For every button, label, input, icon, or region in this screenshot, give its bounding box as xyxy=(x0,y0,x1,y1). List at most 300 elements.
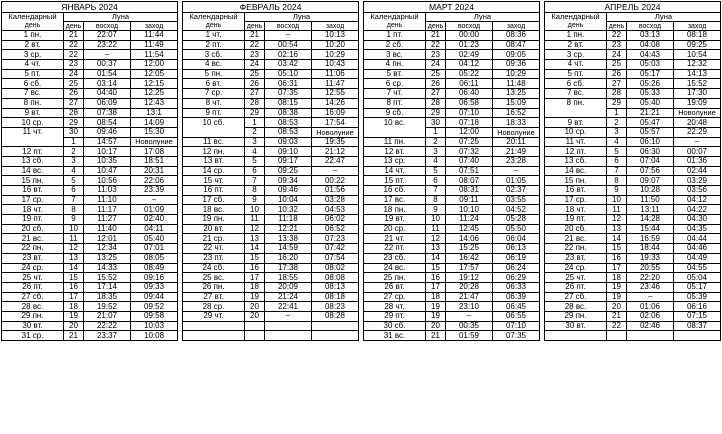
calendar-day-cell: 10 сб. xyxy=(183,118,245,128)
calendar-day-cell: 20 сб. xyxy=(545,224,607,234)
day-header-line2: день xyxy=(2,22,64,31)
calendar-day-cell: 7 вс. xyxy=(2,89,64,99)
lunar-day-cell: 30 xyxy=(426,118,446,128)
table-row xyxy=(364,166,540,176)
moonrise-cell: 15:44 xyxy=(627,224,674,234)
calendar-day-cell: 2 пт. xyxy=(183,40,245,50)
moonset-cell: 04:12 xyxy=(674,195,721,205)
calendar-day-cell: 7 чт. xyxy=(364,89,426,99)
table-row xyxy=(545,331,721,341)
moonrise-cell: 06:31 xyxy=(265,79,312,89)
calendar-day-cell: 29 пн. xyxy=(2,311,64,321)
table-row xyxy=(364,89,540,99)
lunar-day-cell: 7 xyxy=(607,166,627,176)
lunar-day-cell: 6 xyxy=(64,186,84,196)
table-row xyxy=(183,321,359,331)
table-row xyxy=(183,127,359,137)
calendar-day-cell: 6 вт. xyxy=(183,79,245,89)
moonrise-header: восход xyxy=(627,22,674,31)
lunar-day-cell: 25 xyxy=(245,69,265,79)
moonrise-cell: 09:25 xyxy=(265,166,312,176)
moonset-cell: 12:55 xyxy=(312,89,359,99)
table-row xyxy=(545,186,721,196)
moonset-cell: – xyxy=(131,195,178,205)
moonset-cell: 03:28 xyxy=(312,195,359,205)
table-row xyxy=(545,60,721,70)
lunar-day-cell: 28 xyxy=(607,89,627,99)
moonset-cell: 07:35 xyxy=(493,331,540,341)
moonset-cell: 17:54 xyxy=(312,118,359,128)
moonrise-cell: 09:46 xyxy=(84,127,131,137)
table-row xyxy=(2,89,178,99)
calendar-day-cell xyxy=(364,127,426,137)
calendar-day-cell: 4 пн. xyxy=(364,60,426,70)
moonrise-cell: 17:14 xyxy=(84,282,131,292)
lunar-day-cell: 7 xyxy=(245,176,265,186)
calendar-day-cell: 25 вс. xyxy=(183,273,245,283)
moonset-cell: 00:22 xyxy=(312,176,359,186)
moonrise-cell: 20:55 xyxy=(627,263,674,273)
table-row xyxy=(2,156,178,166)
table-row xyxy=(545,302,721,312)
moonrise-cell: – xyxy=(446,311,493,321)
moonrise-cell: 23:10 xyxy=(446,302,493,312)
table-row xyxy=(545,147,721,157)
lunar-day-cell: 22 xyxy=(426,40,446,50)
moonrise-cell: 18:55 xyxy=(265,273,312,283)
lunar-day-cell: 21 xyxy=(607,311,627,321)
calendar-day-cell: 5 пн. xyxy=(183,69,245,79)
moonset-cell: 12:43 xyxy=(131,98,178,108)
calendar-day-cell: 8 пн. xyxy=(545,98,607,108)
table-row xyxy=(364,98,540,108)
moonset-header: заход xyxy=(674,22,721,31)
moonrise-cell: 10:17 xyxy=(84,147,131,157)
moonrise-cell: 01:06 xyxy=(627,302,674,312)
calendar-day-cell: 18 чт. xyxy=(2,205,64,215)
moonset-cell: 08:23 xyxy=(312,302,359,312)
table-row xyxy=(364,60,540,70)
moonset-cell: 04:52 xyxy=(493,205,540,215)
lunar-day-cell: 3 xyxy=(426,147,446,157)
lunar-day-cell: 16 xyxy=(426,273,446,283)
moonrise-cell: 12:00 xyxy=(446,127,493,137)
moonset-cell: 04:35 xyxy=(674,224,721,234)
lunar-day-cell: 1 xyxy=(607,108,627,118)
calendar-day-cell: 14 вс. xyxy=(2,166,64,176)
moonrise-cell: 05:57 xyxy=(627,127,674,137)
lunar-day-cell: 8 xyxy=(245,186,265,196)
lunar-day-cell: 26 xyxy=(426,79,446,89)
moonrise-cell: 07:56 xyxy=(627,166,674,176)
calendar-day-cell: 18 чт. xyxy=(545,205,607,215)
calendar-day-cell: 11 вс. xyxy=(183,137,245,147)
table-row xyxy=(364,186,540,196)
moonset-cell: 09:33 xyxy=(131,282,178,292)
moonrise-cell: 21:47 xyxy=(446,292,493,302)
calendar-day-cell: 9 сб. xyxy=(364,108,426,118)
month-table xyxy=(1,1,178,341)
lunar-day-cell: 18 xyxy=(245,282,265,292)
moonset-cell: 11:48 xyxy=(493,79,540,89)
lunar-day-cell: 19 xyxy=(64,311,84,321)
moonrise-cell: 04:12 xyxy=(446,60,493,70)
moonset-cell: 07:15 xyxy=(674,311,721,321)
moonrise-cell: 07:18 xyxy=(446,118,493,128)
table-row xyxy=(2,50,178,60)
calendar-day-cell: 24 ср. xyxy=(545,263,607,273)
calendar-day-cell: 16 вт. xyxy=(2,186,64,196)
moonrise-header: восход xyxy=(446,22,493,31)
lunar-day-cell: 3 xyxy=(245,137,265,147)
moonrise-cell: 12:21 xyxy=(265,224,312,234)
moonset-cell: 05:39 xyxy=(674,292,721,302)
moonset-cell: 01:56 xyxy=(312,186,359,196)
lunar-day-cell: 20 xyxy=(245,311,265,321)
moonrise-cell: 10:10 xyxy=(446,205,493,215)
moonset-cell: 10:29 xyxy=(312,50,359,60)
calendar-day-cell: 9 вт. xyxy=(2,108,64,118)
table-row xyxy=(364,118,540,128)
calendar-day-cell: 27 сб. xyxy=(2,292,64,302)
lunar-day-cell: 18 xyxy=(64,302,84,312)
moonrise-cell: 11:03 xyxy=(84,186,131,196)
moonrise-cell: 11:17 xyxy=(84,205,131,215)
moonset-cell: 06:24 xyxy=(493,263,540,273)
moonset-cell: 09:58 xyxy=(131,311,178,321)
lunar-day-cell: 1 xyxy=(245,118,265,128)
table-row xyxy=(545,176,721,186)
moonset-cell: 08:28 xyxy=(312,311,359,321)
moonset-cell: 06:55 xyxy=(493,311,540,321)
calendar-day-cell: 20 ср. xyxy=(364,224,426,234)
table-row xyxy=(183,253,359,263)
lunar-day-cell: 13 xyxy=(64,253,84,263)
table-row xyxy=(364,273,540,283)
calendar-day-cell: 13 сб. xyxy=(545,156,607,166)
table-row xyxy=(183,205,359,215)
moonset-cell: 02:40 xyxy=(131,215,178,225)
table-row xyxy=(183,40,359,50)
calendar-day-cell: 16 сб. xyxy=(364,186,426,196)
lunar-day-cell: 27 xyxy=(426,89,446,99)
moonset-cell: 00:07 xyxy=(674,147,721,157)
calendar-day-cell: 12 пт. xyxy=(2,147,64,157)
table-row xyxy=(183,186,359,196)
lunar-day-cell: 16 xyxy=(245,263,265,273)
moonset-cell xyxy=(312,331,359,341)
calendar-day-cell: 11 чт. xyxy=(2,127,64,137)
moonset-cell: 12:15 xyxy=(131,79,178,89)
table-row xyxy=(2,108,178,118)
moonrise-cell: 01:54 xyxy=(84,69,131,79)
moonrise-cell xyxy=(265,331,312,341)
lunar-day-cell: 3 xyxy=(64,156,84,166)
lunar-day-cell: 19 xyxy=(245,292,265,302)
moonrise-cell: 08:15 xyxy=(265,98,312,108)
moonrise-cell: 06:30 xyxy=(627,147,674,157)
moonset-cell: 11:44 xyxy=(131,31,178,41)
moonset-cell xyxy=(674,331,721,341)
moonset-cell: 04:55 xyxy=(674,263,721,273)
moonrise-cell: 07:10 xyxy=(446,108,493,118)
moonset-cell: 23:39 xyxy=(131,186,178,196)
lunar-day-cell: 10 xyxy=(607,195,627,205)
calendar-day-cell: 8 чт. xyxy=(183,98,245,108)
table-row xyxy=(364,311,540,321)
calendar-day-cell: 1 пн. xyxy=(2,31,64,41)
calendar-day-cell: 13 сб. xyxy=(2,156,64,166)
moonset-cell: 05:40 xyxy=(131,234,178,244)
table-row xyxy=(545,263,721,273)
moonrise-cell: 16:20 xyxy=(265,253,312,263)
calendar-day-cell: 7 вс. xyxy=(545,89,607,99)
month-table xyxy=(363,1,540,341)
table-row xyxy=(2,215,178,225)
calendar-day-cell: 10 ср. xyxy=(2,118,64,128)
table-row xyxy=(545,137,721,147)
lunar-day-cell: 25 xyxy=(64,79,84,89)
day-header-line1: Календарный xyxy=(183,13,245,22)
moonset-cell: 05:28 xyxy=(493,215,540,225)
lunar-day-header: день xyxy=(607,22,627,31)
calendar-day-cell: 17 ср. xyxy=(545,195,607,205)
moonrise-cell: – xyxy=(84,50,131,60)
moonrise-cell: 07:38 xyxy=(84,108,131,118)
lunar-day-cell: 22 xyxy=(64,40,84,50)
moonset-cell: 06:16 xyxy=(674,302,721,312)
moonset-cell: 04:30 xyxy=(674,215,721,225)
moonrise-cell: 03:42 xyxy=(265,60,312,70)
lunar-day-cell xyxy=(245,331,265,341)
moonset-cell: 07:23 xyxy=(312,234,359,244)
calendar-day-cell: 25 пн. xyxy=(364,273,426,283)
lunar-day-cell: 13 xyxy=(607,224,627,234)
calendar-day-cell: 2 вт. xyxy=(545,40,607,50)
calendar-day-cell: 20 сб. xyxy=(2,224,64,234)
moonrise-cell: 11:24 xyxy=(446,215,493,225)
calendar-day-cell: 9 пт. xyxy=(183,108,245,118)
lunar-day-cell: 9 xyxy=(245,195,265,205)
lunar-day-cell: 17 xyxy=(607,263,627,273)
moonset-cell: 11:47 xyxy=(312,79,359,89)
moonrise-cell: 07:35 xyxy=(265,89,312,99)
table-row xyxy=(2,127,178,137)
moonset-cell: 13:25 xyxy=(493,89,540,99)
lunar-day-cell: 15 xyxy=(426,263,446,273)
moonset-cell: 15:09 xyxy=(493,98,540,108)
moonrise-cell: 05:40 xyxy=(627,98,674,108)
moonrise-cell: 02:16 xyxy=(265,50,312,60)
day-header-line2: день xyxy=(183,22,245,31)
calendar-day-cell: 18 вс. xyxy=(183,205,245,215)
moonset-cell: 05:04 xyxy=(674,273,721,283)
calendar-day-cell: 22 пн. xyxy=(2,244,64,254)
table-row xyxy=(2,273,178,283)
moonset-cell: 12:00 xyxy=(131,60,178,70)
calendar-day-cell: 2 сб. xyxy=(364,40,426,50)
lunar-day-cell: 19 xyxy=(607,292,627,302)
calendar-day-cell: 26 пт. xyxy=(545,282,607,292)
table-row xyxy=(364,156,540,166)
calendar-day-cell: 20 вт. xyxy=(183,224,245,234)
moonset-cell: 14:13 xyxy=(674,69,721,79)
table-row xyxy=(183,176,359,186)
moonset-cell: 09:16 xyxy=(131,273,178,283)
moonset-cell: 11:49 xyxy=(131,40,178,50)
moonset-cell: 04:22 xyxy=(674,205,721,215)
moonrise-cell: 14:33 xyxy=(84,263,131,273)
moonrise-cell: 05:26 xyxy=(627,79,674,89)
table-row xyxy=(545,69,721,79)
table-row xyxy=(545,50,721,60)
calendar-day-cell: 8 пн. xyxy=(2,98,64,108)
calendar-day-cell: 22 пн. xyxy=(545,244,607,254)
moonrise-cell: 18:44 xyxy=(627,244,674,254)
lunar-day-cell: 21 xyxy=(426,31,446,41)
moonset-cell: 09:52 xyxy=(131,302,178,312)
moonset-cell: 21:49 xyxy=(493,147,540,157)
lunar-day-cell: 12 xyxy=(64,244,84,254)
calendar-day-cell: 23 вт. xyxy=(2,253,64,263)
moonset-cell: 06:19 xyxy=(493,253,540,263)
calendar-day-cell: 26 вт. xyxy=(364,282,426,292)
moonset-cell: 04:11 xyxy=(131,224,178,234)
table-row xyxy=(545,234,721,244)
day-header-line2: день xyxy=(364,22,426,31)
calendar-day-cell: 14 чт. xyxy=(364,166,426,176)
lunar-day-cell: 23 xyxy=(245,50,265,60)
calendar-day-cell: 22 пт. xyxy=(364,244,426,254)
moonset-cell: 10:13 xyxy=(312,31,359,41)
table-row xyxy=(364,253,540,263)
new-moon-label: Новолуние xyxy=(493,127,540,137)
lunar-day-cell: 21 xyxy=(64,31,84,41)
table-row xyxy=(2,40,178,50)
moon-header: Луна xyxy=(426,13,540,22)
lunar-day-cell: 6 xyxy=(607,156,627,166)
calendar-day-cell: 3 ср. xyxy=(545,50,607,60)
moonrise-cell: 06:40 xyxy=(446,89,493,99)
moonrise-cell: 18:35 xyxy=(84,292,131,302)
moonrise-cell: 08:07 xyxy=(446,176,493,186)
calendar-day-cell: 28 чт. xyxy=(364,302,426,312)
lunar-day-cell xyxy=(245,321,265,331)
calendar-day-cell: 27 вт. xyxy=(183,292,245,302)
calendar-day-cell xyxy=(183,127,245,137)
lunar-day-cell: 28 xyxy=(245,98,265,108)
moonset-cell: 08:02 xyxy=(312,263,359,273)
lunar-day-cell: 16 xyxy=(607,253,627,263)
lunar-day-cell: 4 xyxy=(426,156,446,166)
moonrise-cell xyxy=(627,331,674,341)
moonset-cell: 11:06 xyxy=(312,69,359,79)
moonset-cell xyxy=(312,321,359,331)
moonrise-cell: 03:13 xyxy=(627,31,674,41)
calendar-day-cell: 21 вс. xyxy=(2,234,64,244)
table-row xyxy=(2,331,178,341)
lunar-day-cell: 15 xyxy=(245,253,265,263)
lunar-day-cell: 2 xyxy=(426,137,446,147)
table-row xyxy=(183,89,359,99)
month-title: ЯНВАРЬ 2024 xyxy=(2,2,178,13)
moon-header: Луна xyxy=(607,13,721,22)
table-row xyxy=(183,234,359,244)
table-row xyxy=(2,186,178,196)
moonset-cell: – xyxy=(674,137,721,147)
table-row xyxy=(2,244,178,254)
table-row xyxy=(183,147,359,157)
new-moon-label: Новолуние xyxy=(674,108,721,118)
moonrise-cell: 14:28 xyxy=(627,215,674,225)
table-row xyxy=(545,31,721,41)
table-row xyxy=(364,108,540,118)
lunar-day-cell: 24 xyxy=(64,69,84,79)
moonrise-cell: 08:53 xyxy=(265,127,312,137)
table-row xyxy=(545,195,721,205)
moonrise-cell: 14:59 xyxy=(265,244,312,254)
moonrise-cell: 00:54 xyxy=(265,40,312,50)
calendar-day-cell xyxy=(2,137,64,147)
moonset-cell: 07:42 xyxy=(312,244,359,254)
moonset-cell: 17:08 xyxy=(131,147,178,157)
lunar-day-cell: 13 xyxy=(245,234,265,244)
lunar-day-cell: 5 xyxy=(245,156,265,166)
table-row xyxy=(183,244,359,254)
lunar-day-cell: 14 xyxy=(245,244,265,254)
calendar-day-cell: 23 вт. xyxy=(545,253,607,263)
moonrise-cell: 02:49 xyxy=(446,50,493,60)
moonrise-cell: 14:06 xyxy=(446,234,493,244)
lunar-day-cell: 2 xyxy=(607,118,627,128)
calendar-day-cell: 24 вс. xyxy=(364,263,426,273)
lunar-day-cell: 21 xyxy=(64,331,84,341)
calendar-day-cell: 1 пн. xyxy=(545,31,607,41)
lunar-day-cell: 17 xyxy=(64,292,84,302)
lunar-day-cell: 6 xyxy=(245,166,265,176)
table-row xyxy=(2,302,178,312)
moonrise-cell: 16:42 xyxy=(446,253,493,263)
lunar-day-cell: 10 xyxy=(426,215,446,225)
moonrise-cell: 21:07 xyxy=(84,311,131,321)
table-row xyxy=(183,98,359,108)
month-title: МАРТ 2024 xyxy=(364,2,540,13)
calendar-day-cell: 2 вт. xyxy=(2,40,64,50)
lunar-day-cell: 10 xyxy=(245,205,265,215)
moonrise-cell: 10:56 xyxy=(84,176,131,186)
moonrise-cell: 07:32 xyxy=(446,147,493,157)
calendar-day-cell: 28 вс. xyxy=(2,302,64,312)
table-row xyxy=(183,273,359,283)
calendar-day-cell: 30 сб. xyxy=(364,321,426,331)
calendar-day-cell: 29 пт. xyxy=(364,311,426,321)
lunar-day-cell: 21 xyxy=(426,331,446,341)
calendar-day-cell: 4 вс. xyxy=(183,60,245,70)
moonrise-cell: 00:00 xyxy=(446,31,493,41)
lunar-day-cell: 14 xyxy=(426,253,446,263)
table-row xyxy=(183,195,359,205)
calendar-day-cell: 25 чт. xyxy=(2,273,64,283)
lunar-day-cell: 8 xyxy=(607,176,627,186)
moonrise-cell: 14:57 xyxy=(84,137,131,147)
moonrise-cell: 15:25 xyxy=(446,244,493,254)
moonrise-cell: 09:03 xyxy=(265,137,312,147)
calendar-day-cell: 5 пт. xyxy=(545,69,607,79)
calendar-day-cell: 9 вт. xyxy=(545,118,607,128)
moonrise-cell: 09:34 xyxy=(265,176,312,186)
table-row xyxy=(2,234,178,244)
table-row xyxy=(183,224,359,234)
